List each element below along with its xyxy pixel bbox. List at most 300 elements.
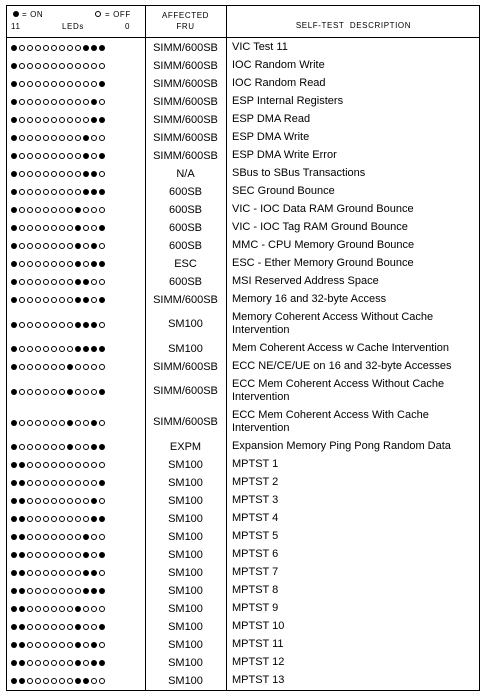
led-off-icon — [43, 243, 49, 249]
led-pattern — [11, 81, 105, 87]
led-off-icon — [43, 225, 49, 231]
led-pattern — [11, 498, 105, 504]
led-off-icon — [27, 225, 33, 231]
led-off-icon — [83, 261, 89, 267]
led-on-icon — [99, 189, 105, 195]
led-on-icon — [99, 45, 105, 51]
led-off-icon — [43, 480, 49, 486]
led-off-icon — [91, 279, 97, 285]
led-off-icon — [43, 189, 49, 195]
led-off-icon — [43, 678, 49, 684]
led-off-icon — [51, 99, 57, 105]
led-off-icon — [99, 606, 105, 612]
led-on-icon — [19, 642, 25, 648]
led-off-icon — [51, 498, 57, 504]
led-off-icon — [27, 45, 33, 51]
led-on-icon — [11, 678, 17, 684]
led-off-icon — [59, 171, 65, 177]
led-off-icon — [35, 117, 41, 123]
description-cell: MPTST 9 — [232, 602, 279, 614]
led-on-icon — [83, 570, 89, 576]
table-row — [7, 273, 479, 291]
led-off-icon — [67, 552, 73, 558]
description-cell: Intervention — [232, 391, 290, 403]
led-off-icon — [19, 171, 25, 177]
fru-cell: ESC — [174, 257, 197, 270]
description-cell: MPTST 4 — [232, 512, 279, 524]
led-off-icon — [91, 297, 97, 303]
led-off-icon — [59, 225, 65, 231]
led-off-icon — [19, 364, 25, 370]
description-cell: VIC Test 11 — [232, 41, 288, 53]
led-off-icon — [83, 243, 89, 249]
led-off-icon — [75, 588, 81, 594]
fru-cell: SM100 — [168, 512, 203, 525]
led-on-icon — [11, 498, 17, 504]
description-cell: ESC - Ether Memory Ground Bounce — [232, 257, 414, 269]
led-on-icon — [11, 297, 17, 303]
led-off-icon — [91, 480, 97, 486]
description-cell: Intervention — [232, 422, 290, 434]
table-row — [7, 39, 479, 57]
led-off-icon — [19, 153, 25, 159]
led-off-icon — [51, 420, 57, 426]
led-high-label: 11 — [11, 22, 21, 31]
led-off-icon — [75, 534, 81, 540]
led-off-icon — [35, 63, 41, 69]
led-off-icon — [43, 117, 49, 123]
led-on-icon — [11, 171, 17, 177]
led-on-icon — [91, 444, 97, 450]
table-row — [7, 340, 479, 358]
led-on-icon — [91, 189, 97, 195]
led-on-icon — [75, 678, 81, 684]
led-on-icon — [11, 606, 17, 612]
led-off-icon — [75, 117, 81, 123]
led-on-icon — [11, 261, 17, 267]
led-off-icon — [99, 279, 105, 285]
led-off-icon — [51, 642, 57, 648]
led-off-icon — [67, 642, 73, 648]
led-on-icon — [19, 498, 25, 504]
led-off-icon — [35, 552, 41, 558]
led-off-icon — [27, 322, 33, 328]
led-off-icon — [35, 261, 41, 267]
table-row — [7, 546, 479, 564]
led-off-icon — [35, 243, 41, 249]
description-cell: VIC - IOC Data RAM Ground Bounce — [232, 203, 414, 215]
led-on-icon — [91, 322, 97, 328]
led-off-icon — [27, 261, 33, 267]
led-off-icon — [67, 117, 73, 123]
led-on-icon — [19, 624, 25, 630]
led-off-icon — [35, 420, 41, 426]
led-off-icon — [27, 606, 33, 612]
led-on-icon — [83, 297, 89, 303]
led-off-icon — [83, 420, 89, 426]
led-off-icon — [67, 45, 73, 51]
led-on-icon — [83, 588, 89, 594]
led-off-icon — [51, 588, 57, 594]
led-pattern — [11, 420, 105, 426]
led-off-icon — [59, 346, 65, 352]
led-off-icon — [99, 243, 105, 249]
led-off-icon — [35, 588, 41, 594]
description-cell: IOC Random Write — [232, 59, 325, 71]
led-off-icon — [83, 516, 89, 522]
led-off-icon — [27, 642, 33, 648]
led-off-icon — [51, 243, 57, 249]
description-cell: SBus to SBus Transactions — [232, 167, 366, 179]
led-on-icon — [99, 480, 105, 486]
led-off-icon — [19, 420, 25, 426]
led-off-icon — [43, 389, 49, 395]
led-off-icon — [27, 81, 33, 87]
led-off-icon — [67, 261, 73, 267]
led-on-icon — [91, 99, 97, 105]
description-cell: MPTST 2 — [232, 476, 279, 488]
led-on-icon — [75, 642, 81, 648]
table-row — [7, 438, 479, 456]
led-off-icon — [83, 660, 89, 666]
led-off-icon — [19, 444, 25, 450]
table-row — [7, 237, 479, 255]
led-off-icon — [43, 135, 49, 141]
led-off-icon — [19, 117, 25, 123]
led-on-icon — [83, 135, 89, 141]
led-off-icon — [51, 171, 57, 177]
led-on-icon — [75, 261, 81, 267]
led-off-icon — [35, 322, 41, 328]
led-on-icon — [91, 588, 97, 594]
led-off-icon — [27, 624, 33, 630]
led-off-icon — [27, 99, 33, 105]
led-off-icon — [27, 660, 33, 666]
led-off-icon — [83, 498, 89, 504]
led-off-icon — [43, 462, 49, 468]
led-on-icon — [11, 99, 17, 105]
led-off-icon — [19, 261, 25, 267]
led-off-icon — [19, 346, 25, 352]
led-off-icon — [83, 444, 89, 450]
led-pattern — [11, 364, 105, 370]
led-off-icon — [59, 624, 65, 630]
led-off-icon — [59, 189, 65, 195]
led-off-icon — [99, 678, 105, 684]
led-off-icon — [99, 63, 105, 69]
led-off-icon — [43, 588, 49, 594]
fru-cell: SM100 — [168, 656, 203, 669]
led-off-icon — [91, 678, 97, 684]
led-off-icon — [43, 261, 49, 267]
led-off-icon — [59, 279, 65, 285]
table-row — [7, 219, 479, 237]
led-on-icon — [11, 63, 17, 69]
led-off-icon — [67, 297, 73, 303]
led-off-icon — [27, 420, 33, 426]
led-off-icon — [43, 322, 49, 328]
led-off-icon — [27, 534, 33, 540]
fru-cell: SM100 — [168, 476, 203, 489]
table-row — [7, 492, 479, 510]
led-off-icon — [59, 420, 65, 426]
led-on-icon — [75, 624, 81, 630]
led-off-icon — [59, 678, 65, 684]
led-on-icon — [11, 243, 17, 249]
led-off-icon — [35, 207, 41, 213]
led-off-icon — [59, 534, 65, 540]
description-cell: ESP DMA Write — [232, 131, 310, 143]
led-pattern — [11, 135, 105, 141]
led-on-icon — [11, 552, 17, 558]
fru-cell: 600SB — [168, 239, 203, 252]
table-row — [7, 582, 479, 600]
led-on-icon — [99, 261, 105, 267]
led-off-icon — [59, 588, 65, 594]
led-off-icon — [59, 642, 65, 648]
fru-cell: SIMM/600SB — [153, 113, 218, 126]
led-off-icon — [99, 462, 105, 468]
led-off-icon — [27, 364, 33, 370]
led-on-icon — [83, 279, 89, 285]
led-off-icon — [99, 207, 105, 213]
description-cell: IOC Random Read — [232, 77, 326, 89]
led-off-icon — [75, 189, 81, 195]
table-row — [7, 672, 479, 690]
led-on-icon — [11, 279, 17, 285]
led-off-icon — [59, 570, 65, 576]
fru-cell: SIMM/600SB — [153, 149, 218, 162]
description-cell: Memory Coherent Access Without Cache — [232, 311, 434, 323]
description-cell: Expansion Memory Ping Pong Random Data — [232, 440, 451, 452]
led-on-icon — [19, 462, 25, 468]
led-off-icon — [27, 117, 33, 123]
led-on-icon — [11, 346, 17, 352]
table-row — [7, 474, 479, 492]
description-cell: ESP Internal Registers — [232, 95, 344, 107]
table-row — [7, 528, 479, 546]
description-cell: ECC NE/CE/UE on 16 and 32-byte Accesses — [232, 360, 452, 372]
fru-cell: SM100 — [168, 602, 203, 615]
led-off-icon — [67, 534, 73, 540]
led-off-icon — [43, 534, 49, 540]
led-off-icon — [75, 480, 81, 486]
led-pattern — [11, 444, 105, 450]
led-on-icon — [75, 279, 81, 285]
led-off-icon — [51, 444, 57, 450]
description-cell: MPTST 6 — [232, 548, 279, 560]
led-on-icon — [91, 261, 97, 267]
led-on-icon — [11, 570, 17, 576]
led-off-icon — [59, 81, 65, 87]
led-on-icon — [75, 297, 81, 303]
table-row — [7, 255, 479, 273]
led-off-icon — [91, 364, 97, 370]
fru-cell: SIMM/600SB — [153, 131, 218, 144]
led-on-icon — [91, 243, 97, 249]
led-off-icon — [99, 498, 105, 504]
table-row — [7, 183, 479, 201]
led-off-icon — [59, 153, 65, 159]
led-off-icon — [59, 63, 65, 69]
table-row — [7, 309, 479, 340]
led-off-icon — [83, 207, 89, 213]
fru-cell: SM100 — [168, 548, 203, 561]
led-off-icon — [59, 660, 65, 666]
led-off-icon — [51, 45, 57, 51]
led-pattern — [11, 588, 105, 594]
led-off-icon — [83, 81, 89, 87]
legend-on-label: = ON — [22, 10, 44, 19]
led-on-icon — [99, 153, 105, 159]
description-cell: MSI Reserved Address Space — [232, 275, 379, 287]
led-off-icon — [27, 462, 33, 468]
fru-cell: SIMM/600SB — [153, 59, 218, 72]
led-off-icon — [59, 243, 65, 249]
led-on-icon — [83, 534, 89, 540]
led-low-label: 0 — [125, 22, 131, 31]
led-on-icon — [11, 444, 17, 450]
led-on-icon — [83, 153, 89, 159]
led-off-icon — [99, 570, 105, 576]
led-off-icon — [43, 420, 49, 426]
led-on-icon — [91, 45, 97, 51]
led-off-icon — [35, 81, 41, 87]
legend-off-label: = OFF — [105, 10, 131, 19]
led-off-icon — [75, 444, 81, 450]
led-off-icon — [43, 297, 49, 303]
table-row — [7, 564, 479, 582]
led-on-icon — [11, 462, 17, 468]
led-off-icon — [67, 63, 73, 69]
led-off-icon — [27, 189, 33, 195]
led-off-icon — [35, 462, 41, 468]
led-on-icon — [11, 534, 17, 540]
led-off-icon — [67, 81, 73, 87]
led-off-icon — [51, 678, 57, 684]
led-off-icon — [27, 346, 33, 352]
led-off-icon — [27, 588, 33, 594]
led-pattern — [11, 63, 105, 69]
led-off-icon — [43, 364, 49, 370]
led-off-icon — [75, 498, 81, 504]
led-off-icon — [75, 516, 81, 522]
led-on-icon — [91, 171, 97, 177]
fru-cell: 600SB — [168, 275, 203, 288]
led-off-icon — [35, 189, 41, 195]
led-pattern — [11, 297, 105, 303]
led-off-icon — [91, 207, 97, 213]
led-off-icon — [75, 364, 81, 370]
led-pattern — [11, 606, 105, 612]
led-off-icon — [75, 45, 81, 51]
led-off-icon — [91, 534, 97, 540]
led-off-icon — [75, 389, 81, 395]
table-row — [7, 165, 479, 183]
led-pattern — [11, 480, 105, 486]
led-off-icon — [91, 606, 97, 612]
led-on-icon — [67, 444, 73, 450]
led-off-icon — [67, 322, 73, 328]
fru-cell: SM100 — [168, 638, 203, 651]
table-row — [7, 510, 479, 528]
fru-cell: SM100 — [168, 318, 203, 330]
led-on-icon — [99, 117, 105, 123]
led-off-icon — [43, 346, 49, 352]
led-off-icon — [75, 420, 81, 426]
led-off-icon — [67, 99, 73, 105]
led-off-icon — [27, 297, 33, 303]
led-on-icon — [11, 135, 17, 141]
led-off-icon — [59, 552, 65, 558]
description-cell: MPTST 13 — [232, 674, 285, 686]
led-on-icon — [11, 81, 17, 87]
table-row — [7, 93, 479, 111]
led-on-icon — [99, 81, 105, 87]
led-off-icon — [67, 189, 73, 195]
led-on-icon — [99, 516, 105, 522]
led-off-icon — [27, 135, 33, 141]
led-pattern — [11, 207, 105, 213]
led-on-icon — [83, 678, 89, 684]
description-cell: MPTST 11 — [232, 638, 284, 650]
led-on-icon — [11, 480, 17, 486]
description-cell: MPTST 10 — [232, 620, 285, 632]
led-off-icon — [59, 322, 65, 328]
led-pattern — [11, 189, 105, 195]
led-off-icon — [35, 279, 41, 285]
led-on-icon — [75, 660, 81, 666]
led-on-icon — [13, 11, 19, 17]
led-pattern — [11, 462, 105, 468]
led-on-icon — [11, 322, 17, 328]
led-on-icon — [11, 420, 17, 426]
led-on-icon — [75, 346, 81, 352]
fru-cell: SM100 — [168, 494, 203, 507]
led-on-icon — [83, 322, 89, 328]
led-off-icon — [51, 207, 57, 213]
led-off-icon — [67, 660, 73, 666]
led-pattern — [11, 153, 105, 159]
led-off-icon — [83, 389, 89, 395]
led-off-icon — [83, 63, 89, 69]
led-pattern — [11, 346, 105, 352]
led-on-icon — [91, 346, 97, 352]
led-on-icon — [91, 660, 97, 666]
fru-cell: N/A — [176, 167, 195, 180]
led-off-icon — [83, 225, 89, 231]
led-off-icon — [43, 498, 49, 504]
led-on-icon — [91, 498, 97, 504]
fru-cell: 600SB — [168, 185, 203, 198]
led-pattern — [11, 516, 105, 522]
led-off-icon — [51, 279, 57, 285]
description-cell: Mem Coherent Access w Cache Intervention — [232, 342, 450, 354]
led-on-icon — [11, 588, 17, 594]
led-off-icon — [51, 660, 57, 666]
led-on-icon — [75, 225, 81, 231]
led-on-icon — [83, 552, 89, 558]
led-off-icon — [67, 462, 73, 468]
led-off-icon — [43, 642, 49, 648]
led-off-icon — [51, 81, 57, 87]
led-off-icon — [43, 45, 49, 51]
led-off-icon — [67, 480, 73, 486]
table-row — [7, 407, 479, 438]
led-off-icon — [75, 135, 81, 141]
led-off-icon — [99, 135, 105, 141]
led-off-icon — [75, 570, 81, 576]
